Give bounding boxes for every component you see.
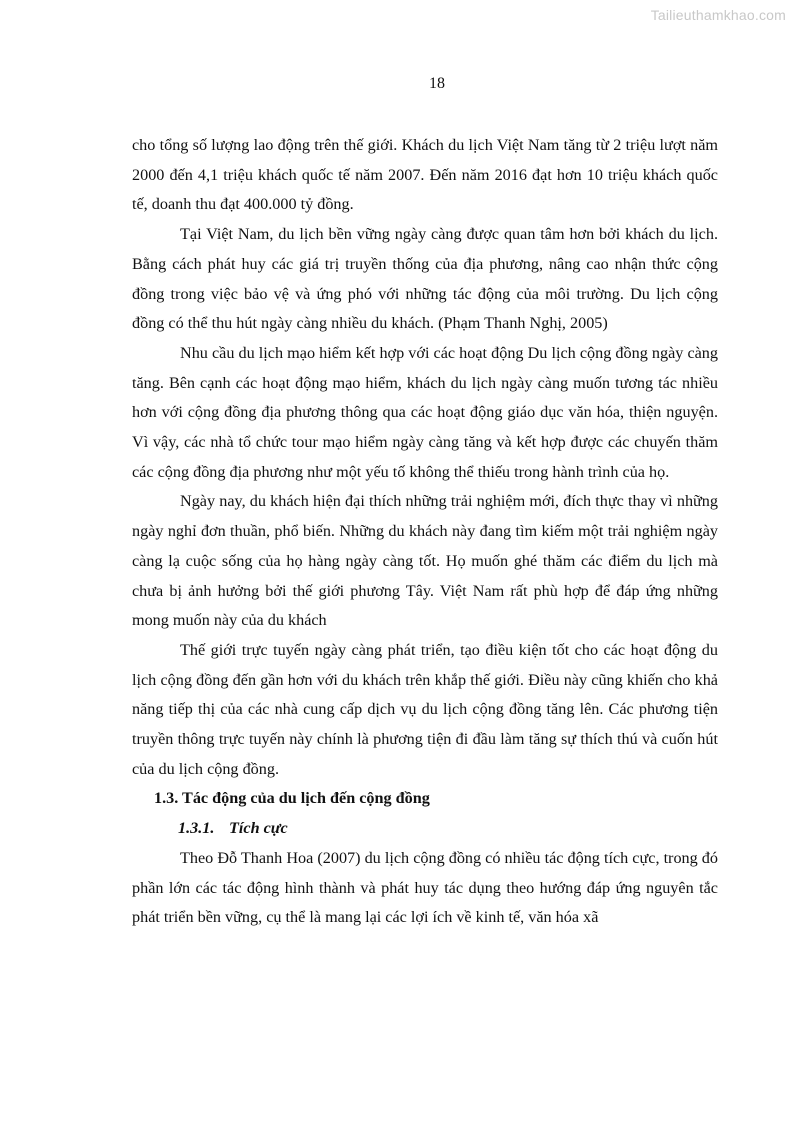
paragraph-online-world: Thế giới trực tuyến ngày càng phát triển, tạo điều kiện tốt cho các hoạt động du lịch cộng đồng đến gần hơn với du khách trên khắp thế giới. Điều này cũng khiến cho khả năng tiếp thị của các nhà cung cấp dịch vụ du lịch cộng đồng tăng lên. Các phương tiện truyền thông trực tuyến này chính là phương tiện đi đầu làm tăng sự thích thú và cuốn hút của du lịch cộng đồng.	[132, 640, 718, 778]
paragraph-continuation: cho tổng số lượng lao động trên thế giới. Khách du lịch Việt Nam tăng từ 2 triệu lượt năm 2000 đến 4,1 triệu khách quốc tế năm 2007. Đến năm 2016 đạt hơn 10 triệu khách quốc tế, doanh thu đạt 400.000 tỷ đồng.	[132, 136, 718, 214]
subsection-number: 1.3.1.	[178, 819, 215, 838]
watermark-text: Tailieuthamkhao.com	[650, 7, 786, 23]
paragraph-sustainable-tourism: Tại Việt Nam, du lịch bền vững ngày càng được quan tâm hơn bởi khách du lịch. Bằng cách phát huy các giá trị truyền thống của địa phương, nâng cao nhận thức cộng đồng trong việc bảo vệ và ứng phó với những tác động của môi trường. Du lịch cộng đồng có thể thu hút ngày càng nhiều du khách. (Phạm Thanh Nghị, 2005)	[132, 225, 718, 333]
subsection-title: Tích cực	[229, 819, 288, 838]
paragraph-positive-impacts: Theo Đỗ Thanh Hoa (2007) du lịch cộng đồng có nhiều tác động tích cực, trong đó phần lớn các tác động hình thành và phát huy tác dụng theo hướng đáp ứng nguyên tắc phát triển bền vững, cụ thể là mang lại các lợi ích về kinh tế, văn hóa xã	[132, 848, 718, 927]
paragraph-modern-travelers: Ngày nay, du khách hiện đại thích những trải nghiệm mới, đích thực thay vì những ngày nghỉ đơn thuần, phổ biến. Những du khách này đang tìm kiếm một trải nghiệm ngày càng lạ cuộc sống của họ hàng ngày càng tốt. Họ muốn ghé thăm các điểm du lịch mà chưa bị ảnh hưởng bởi thế giới phương Tây. Việt Nam rất phù hợp để đáp ứng những mong muốn này của du khách	[132, 492, 718, 630]
section-heading: 1.3. Tác động của du lịch đến cộng đồng	[154, 789, 430, 808]
paragraph-adventure-tourism: Nhu cầu du lịch mạo hiểm kết hợp với các hoạt động Du lịch cộng đồng ngày càng tăng. Bên cạnh các hoạt động mạo hiểm, khách du lịch ngày càng muốn tương tác nhiều hơn với cộng đồng địa phương thông qua các hoạt động giáo dục văn hóa, thiện nguyện. Vì vậy, các nhà tổ chức tour mạo hiểm ngày càng tăng và kết hợp được các chuyến thăm các cộng đồng địa phương như một yếu tố không thể thiếu trong hành trình của họ.	[132, 343, 718, 481]
subsection-heading	[132, 814, 718, 844]
document-body	[132, 131, 718, 933]
page-number: 18	[429, 75, 445, 92]
